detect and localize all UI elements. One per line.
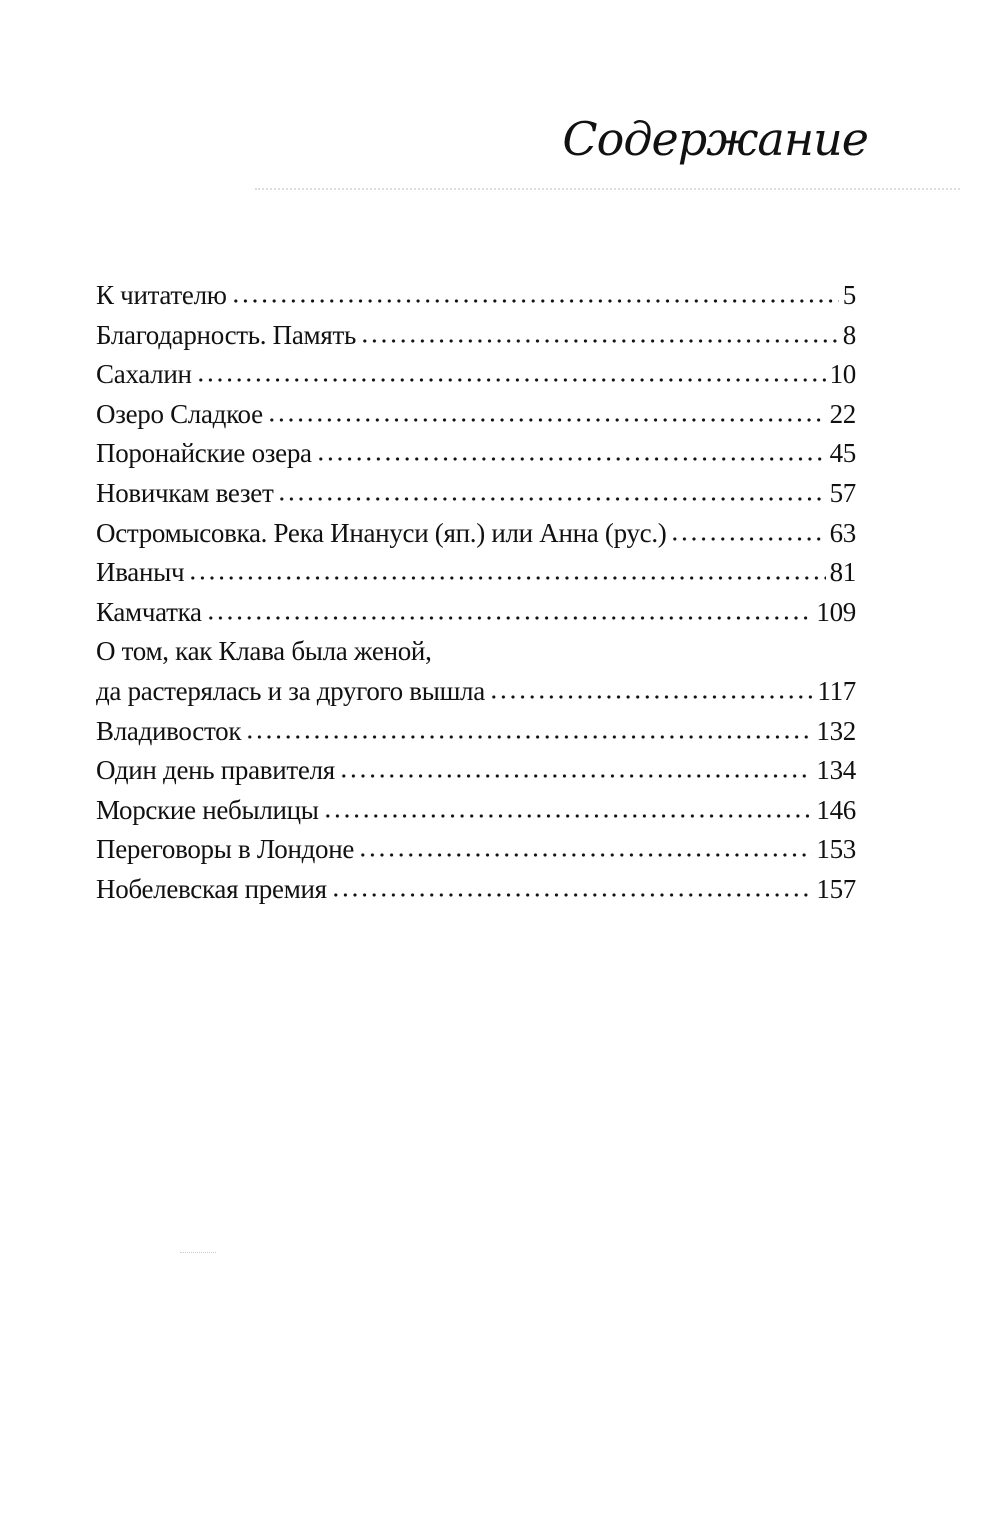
dot-leader: [316, 456, 826, 462]
toc-entry-page: 5: [842, 280, 856, 310]
toc-entry-page: 22: [829, 398, 856, 429]
toc-entry-page: 45: [829, 438, 856, 469]
dot-leader: [489, 694, 813, 700]
page-title: Содержание: [562, 112, 868, 166]
toc-entry-page: 132: [816, 715, 856, 746]
toc-entry-page: 109: [816, 596, 856, 627]
toc-entry: [96, 478, 856, 518]
toc-entry-page: 10: [829, 359, 856, 390]
toc-entry: [96, 755, 856, 795]
dot-leader: [670, 536, 825, 542]
toc-entry-title: Нобелевская премия: [96, 873, 327, 904]
toc-entry-title: Новичкам везет: [96, 477, 274, 508]
toc-entry-page: 146: [816, 794, 856, 825]
toc-entry-title: Один день правителя: [96, 755, 335, 786]
toc-entry-title: Иваныч: [96, 557, 185, 588]
dot-leader: [323, 813, 813, 819]
toc-entry: [96, 597, 856, 637]
toc-entry-title: Камчатка: [96, 596, 202, 627]
print-speck: [180, 1252, 216, 1253]
toc-entry-title: Переговоры в Лондоне: [96, 834, 355, 865]
toc-entry-title: Владивосток: [96, 715, 242, 746]
toc-entry: [96, 280, 856, 320]
toc-entry-title: Морские небылицы: [96, 794, 319, 825]
toc-entry: [96, 399, 856, 439]
dot-leader: [231, 298, 839, 304]
toc-entry-title: Озеро Сладкое: [96, 398, 263, 429]
toc-entry-page: 57: [829, 477, 856, 508]
toc-entry: [96, 795, 856, 835]
toc-entry-title: О том, как Клава была женой,: [96, 636, 432, 667]
toc-entry-page: 153: [816, 834, 856, 865]
dot-leader: [277, 496, 825, 502]
dot-leader: [206, 615, 813, 621]
toc-entry: [96, 636, 856, 676]
toc-entry-page: 63: [829, 517, 856, 548]
title-divider: [255, 188, 960, 190]
toc-entry-page: 134: [816, 755, 856, 786]
dot-leader: [331, 892, 813, 898]
toc-entry-page: 8: [842, 319, 856, 350]
toc-entry: [96, 320, 856, 360]
dot-leader: [339, 773, 813, 779]
toc-entry: [96, 359, 856, 399]
toc-entry-page: 157: [816, 873, 856, 904]
toc-entry-title: Сахалин: [96, 359, 192, 390]
toc-entry: [96, 834, 856, 874]
dot-leader: [196, 377, 826, 383]
toc-entry: [96, 438, 856, 478]
toc-entry-title: Благодарность. Память: [96, 319, 356, 350]
dot-leader: [267, 417, 826, 423]
dot-leader: [188, 575, 825, 581]
toc-entry-title: Поронайские озера: [96, 438, 312, 469]
toc-entry: [96, 716, 856, 756]
toc-entry-title: да растерялась и за другого вышла: [96, 675, 485, 706]
dot-leader: [245, 734, 812, 740]
table-of-contents: [96, 280, 856, 914]
toc-entry-page: 81: [829, 557, 856, 588]
toc-entry-title: К читателю: [96, 280, 227, 310]
toc-entry: [96, 557, 856, 597]
toc-entry-page: 117: [817, 675, 856, 706]
dot-leader: [360, 338, 839, 344]
toc-entry: [96, 676, 856, 716]
toc-entry: [96, 518, 856, 558]
dot-leader: [358, 852, 812, 858]
toc-entry: [96, 874, 856, 914]
toc-entry-title: Остромысовка. Река Инануси (яп.) или Анна (рус.): [96, 517, 667, 548]
